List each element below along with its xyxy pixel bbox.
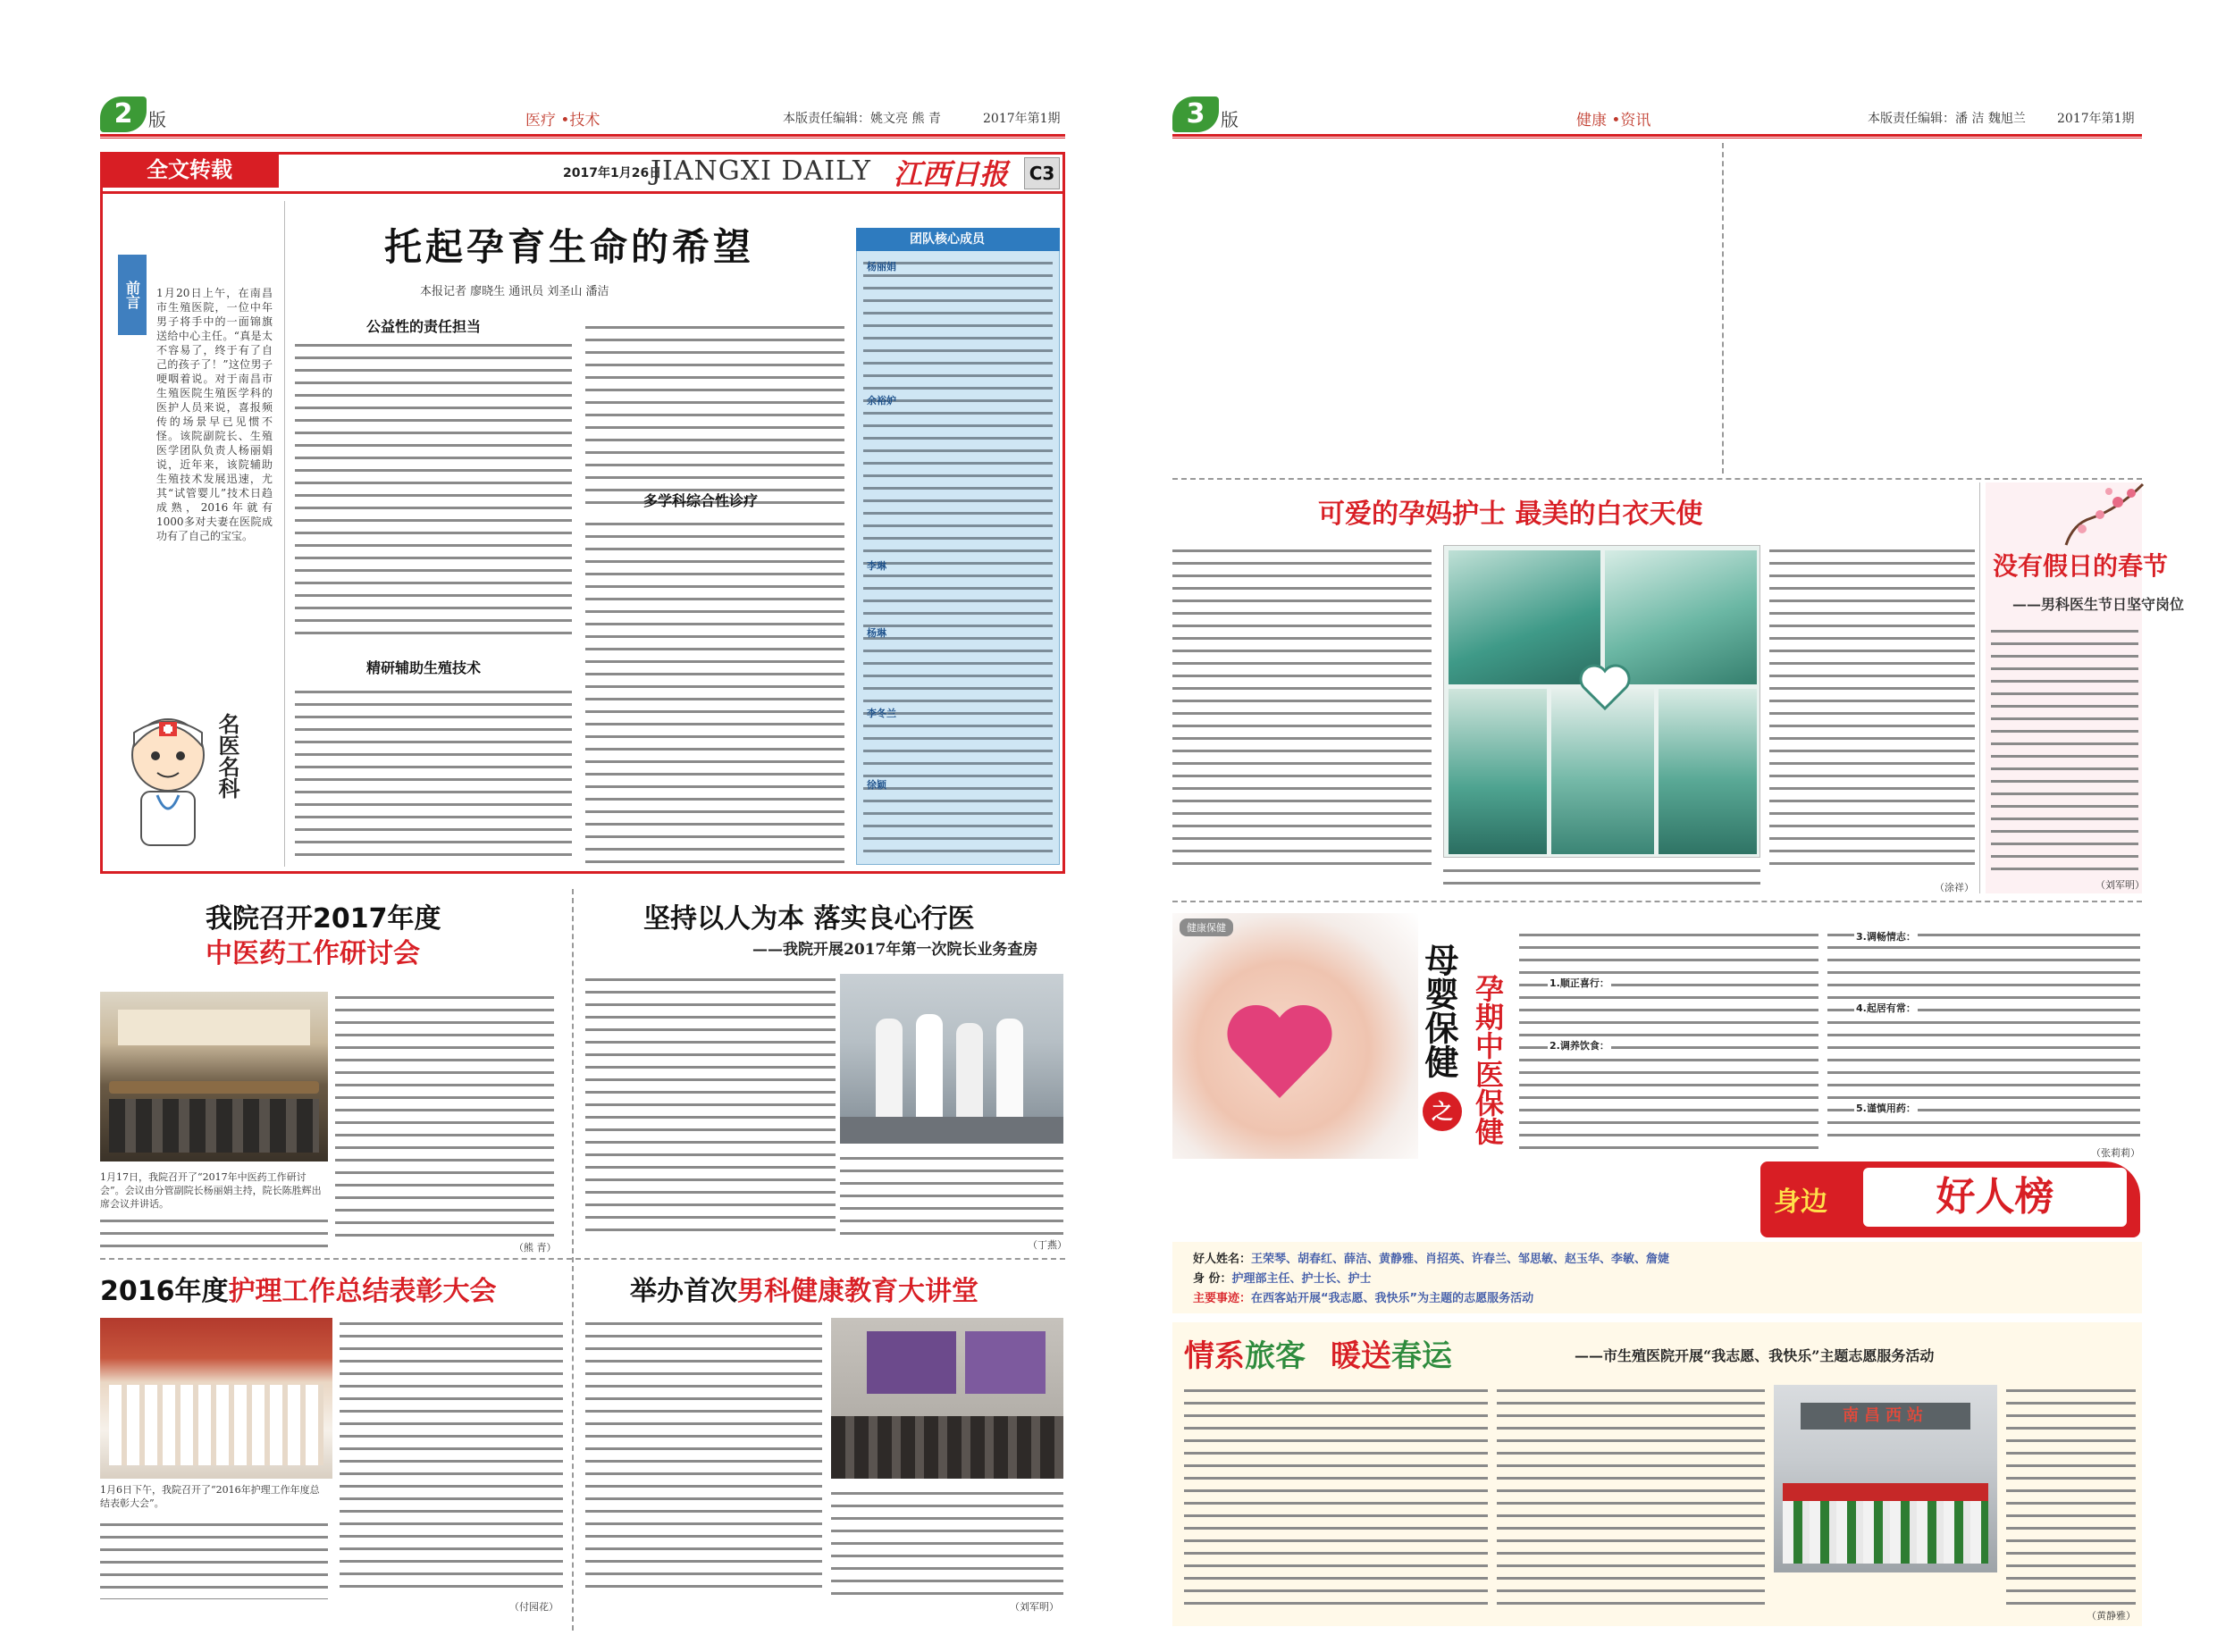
top-column-divider — [1722, 143, 1724, 474]
article2-title-line2: 中医药工作研讨会 — [206, 938, 420, 969]
baby-point-5: 5.谨慎用药： — [1856, 1103, 1916, 1114]
article4-title-black: 2016年度 — [100, 1276, 229, 1307]
volunteer-text-col1 — [1184, 1385, 1488, 1608]
reprint-date: 2017年1月26日 — [563, 166, 662, 180]
article3-title — [643, 896, 974, 935]
article2-photo-meeting — [100, 992, 328, 1161]
page-number: 2 — [113, 98, 133, 130]
column-rule — [284, 201, 285, 867]
main-article-text-col1a — [295, 340, 572, 643]
good-names-value: 王荣琴、胡春红、薛洁、黄静雅、肖招英、许春兰、邹思敏、赵玉华、李敏、詹婕 — [1251, 1253, 1670, 1266]
nurse-article-text-col1 — [1172, 545, 1432, 868]
good-people-position-row — [1193, 1269, 1372, 1286]
article5-title-red: 男科健康教育大讲堂 — [737, 1276, 978, 1307]
holiday-column-rule — [1979, 482, 1980, 893]
team-member-6: 徐颖 — [867, 779, 886, 791]
good-people-deeds-row — [1193, 1288, 1533, 1305]
nurse-article-byline: （涂祥） — [1935, 882, 1974, 893]
baby-point-2: 2.调养饮食： — [1550, 1040, 1609, 1052]
main-article-byline: 本报记者 廖晓生 通讯员 刘圣山 潘洁 — [420, 285, 609, 298]
article3-text-col1 — [585, 974, 836, 1233]
good-position-value: 护理部主任、护士长、护士 — [1231, 1272, 1372, 1286]
page-ban-label: 版 — [1221, 109, 1239, 130]
issue-number: 2017年第1期 — [983, 112, 1061, 126]
mascot-label: 名医名科 — [214, 713, 239, 799]
main-article-text-col2b — [585, 518, 844, 865]
volunteer-title-c: 暖送 — [1330, 1338, 1391, 1374]
header-rule — [1172, 134, 2142, 137]
holiday-byline: （刘军明） — [2095, 879, 2145, 891]
paper-name-cn: 江西日报 — [894, 157, 1009, 191]
article3-subtitle: ——我院开展2017年第一次院长业务查房 — [752, 941, 1038, 959]
top-row-divider — [1172, 478, 2142, 480]
team-member-5: 李冬兰 — [867, 708, 896, 719]
station-sign: 南昌西站 — [1843, 1406, 1928, 1425]
holiday-subtitle: ——男科医生节日坚守岗位 — [2012, 596, 2185, 613]
baby-title-connector: 之 — [1423, 1092, 1462, 1131]
nurse-article-title: 可爱的孕妈护士 最美的白衣天使 — [1318, 499, 1703, 530]
article4-byline: （付园花） — [509, 1601, 558, 1613]
volunteer-title-d: 春运 — [1390, 1338, 1452, 1374]
main-article-title: 托起孕育生命的希望 — [384, 225, 755, 269]
issue-number: 2017年第1期 — [2057, 112, 2135, 126]
article3-photo-ward-round — [840, 974, 1063, 1144]
page-number-badge — [1172, 96, 1219, 132]
volunteer-subtitle: ——市生殖医院开展“我志愿、我快乐”主题志愿服务活动 — [1575, 1347, 1935, 1364]
page-number-badge — [100, 96, 147, 132]
paper-page-code: C3 — [1024, 157, 1060, 189]
volunteer-text-col4 — [2006, 1385, 2136, 1608]
pregnancy-belly-photo — [1172, 913, 1418, 1159]
page-ban-label: 版 — [148, 109, 166, 130]
article2-title-line1: 我院召开2017年度 — [206, 903, 441, 935]
volunteer-title — [1184, 1331, 1452, 1375]
article2-text-bottom — [100, 1215, 328, 1251]
article2-caption: 1月17日，我院召开了“2017年中医药工作研讨会”。会议由分管副院长杨丽娟主持，院长陈胜辉出席会议并讲话。 — [100, 1171, 322, 1210]
article3-text-col2 — [840, 1153, 1063, 1235]
plum-blossom-icon — [2064, 482, 2145, 554]
row-divider — [100, 1258, 1065, 1260]
section-heading-public: 公益性的责任担当 — [366, 318, 482, 335]
page-number: 3 — [1186, 98, 1205, 130]
article4-title — [100, 1269, 497, 1308]
team-member-1: 杨丽娟 — [867, 261, 896, 273]
team-member-4: 杨琳 — [867, 627, 886, 639]
baby-point-4: 4.起居有常： — [1856, 1002, 1916, 1014]
team-member-3: 李琳 — [867, 560, 886, 572]
page-editors: 本版责任编辑：潘 洁 魏旭兰 — [1868, 112, 2026, 126]
good-deeds-label: 主要事迹： — [1193, 1292, 1252, 1305]
article5-photo-lecture — [831, 1318, 1063, 1479]
good-people-names-row — [1193, 1249, 1669, 1266]
main-article-text-col1b — [295, 686, 572, 865]
page-editors: 本版责任编辑：姚文亮 熊 青 — [783, 112, 941, 126]
health-tag: 健康保健 — [1180, 918, 1233, 936]
heart-icon — [1222, 998, 1338, 1105]
team-box-title: 团队核心成员 — [856, 228, 1060, 251]
volunteer-text-col2 — [1497, 1385, 1765, 1608]
baby-title-sub: 孕期中医保健 — [1471, 974, 1505, 1145]
nurse-article-text-bottom — [1443, 865, 1760, 890]
newspaper-page-3 — [1117, 0, 2234, 1652]
main-article-text-col2a — [585, 322, 844, 514]
volunteer-title-a: 情系 — [1184, 1338, 1245, 1374]
article3-title-text: 坚持以人为本 落实良心行医 — [643, 903, 975, 935]
article4-caption: 1月6日下午，我院召开了“2016年护理工作年度总结表彰大会”。 — [100, 1484, 320, 1509]
section-name: 医疗 •技术 — [525, 112, 600, 130]
article4-text-bottom — [100, 1519, 328, 1599]
heart-icon — [1578, 662, 1632, 711]
volunteer-photo-station — [1774, 1385, 1997, 1572]
section-heading-research: 精研辅助生殖技术 — [366, 659, 482, 676]
holiday-text — [1991, 625, 2138, 876]
reprint-rule — [100, 191, 1065, 194]
preface-label: 前言 — [118, 255, 147, 335]
header-rule — [100, 134, 1065, 137]
team-box-text — [863, 257, 1053, 858]
baby-title-main: 母婴保健 — [1419, 943, 1458, 1078]
good-position-label: 身 份： — [1193, 1272, 1232, 1286]
reprint-ribbon: 全文转载 — [100, 152, 279, 188]
nurse-article-text-col3 — [1769, 545, 1975, 868]
preface-text: 1月20日上午，在南昌市生殖医院，一位中年男子将手中的一面锦旗送给中心主任。“真是太不容易了，终于有了自己的孩子了！”这位男子哽咽着说。对于南昌市生殖医院生殖医学科的医护人员来说，喜报频传的场景早已见惯不怪。该院副院长、生殖医学团队负责人杨丽娟说，近年来，该院辅助生殖技术发展迅速，尤其“试管婴儿”技术日趋成熟，2016年就有1000多对夫妻在医院成功有了自己的宝宝。 — [156, 287, 273, 542]
nurse-photo-collage — [1443, 545, 1760, 858]
paper-name-en: JIANGXI DAILY — [651, 155, 871, 187]
good-deeds-value: 在西客站开展“我志愿、我快乐”为主题的志愿服务活动 — [1251, 1292, 1534, 1305]
article5-text-col1 — [585, 1318, 822, 1595]
volunteer-title-b: 旅客 — [1245, 1338, 1306, 1374]
good-people-title-prefix: 身边 — [1774, 1187, 1827, 1218]
article3-byline: （丁燕） — [1028, 1239, 1067, 1251]
article4-photo-nurses — [100, 1318, 332, 1479]
baby-byline: （张莉莉） — [2091, 1147, 2140, 1159]
section-name: 健康 •资讯 — [1576, 112, 1651, 130]
baby-point-3: 3.调畅情志： — [1856, 931, 1916, 943]
article5-title-black: 举办首次 — [630, 1276, 737, 1307]
middle-row-divider — [1172, 901, 2142, 902]
article4-text-col2 — [340, 1318, 563, 1595]
section-heading-multidisciplinary: 多学科综合性诊疗 — [643, 492, 759, 509]
article2-text-col2 — [335, 992, 554, 1240]
article5-text-col2 — [831, 1488, 1063, 1595]
column-divider — [572, 889, 574, 1631]
team-member-2: 余裕妒 — [867, 395, 896, 407]
holiday-title: 没有假日的春节 — [1993, 551, 2169, 581]
good-people-title: 好人榜 — [1863, 1168, 2127, 1227]
baby-point-1: 1.顺正喜行： — [1550, 977, 1609, 989]
article2-byline: （熊 青） — [514, 1242, 557, 1254]
article4-title-red: 护理工作总结表彰大会 — [228, 1276, 497, 1307]
volunteer-byline: （黄静雅） — [2087, 1610, 2136, 1622]
good-names-label: 好人姓名： — [1193, 1253, 1252, 1266]
article5-title — [630, 1269, 978, 1308]
article5-byline: （刘军明） — [1010, 1601, 1059, 1613]
